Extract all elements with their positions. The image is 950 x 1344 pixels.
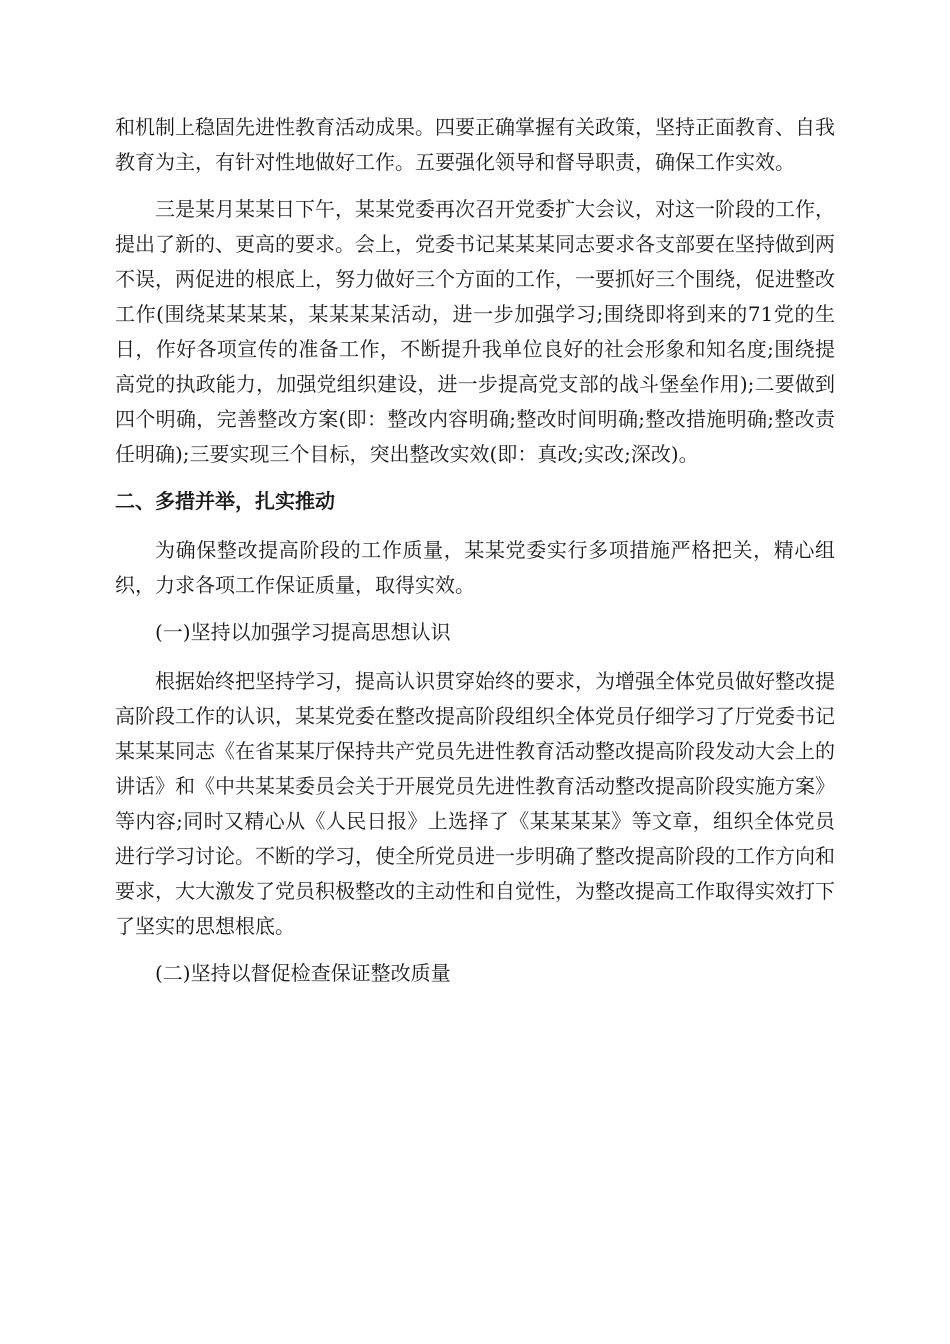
paragraph-section-intro: 为确保整改提高阶段的工作质量，某某党委实行多项措施严格把关，精心组织，力求各项工作保证质量，取得实效。	[115, 538, 835, 597]
paragraph-third-meeting: 三是某月某某日下午，某某党委再次召开党委扩大会议，对这一阶段的工作，提出了新的、更高的要求。会上，党委书记某某某同志要求各支部要在坚持做到两不误，两促进的根底上，努力做好三个方面的工作，一要抓好三个围绕，促进整改工作(围绕某某某某，某某某某活动，进一步加强学习;围绕即将到来的71党的生日，作好各项宣传的准备工作，不断提升我单位良好的社会形象和知名度;围绕提高党的执政能力，加强党组织建设，进一步提高党支部的战斗堡垒作用);二要做到四个明确，完善整改方案(即：整改内容明确;整改时间明确;整改措施明确;整改责任明确);三要实现三个目标，突出整改实效(即：真改;实改;深改)。	[115, 197, 835, 466]
subheading-inspection: (二)坚持以督促检查保证整改质量	[155, 961, 451, 985]
subheading-study: (一)坚持以加强学习提高思想认识	[155, 620, 451, 644]
document-page	[115, 110, 835, 1005]
paragraph-policy-continuation: 和机制上稳固先进性教育活动成果。四要正确掌握有关政策，坚持正面教育、自我教育为主，有针对性地做好工作。五要强化领导和督导职责，确保工作实效。	[115, 115, 835, 174]
section-heading-measures: 二、多措并举，扎实推动	[115, 489, 335, 513]
paragraph-study-details: 根据始终把坚持学习，提高认识贯穿始终的要求，为增强全体党员做好整改提高阶段工作的认识，某某党委在整改提高阶段组织全体党员仔细学习了厅党委书记某某某同志《在省某某厅保持共产党员先进性教育活动整改提高阶段发动大会上的讲话》和《中共某某委员会关于开展党员先进性教育活动整改提高阶段实施方案》等内容;同时又精心从《人民日报》上选择了《某某某某》等文章，组织全体党员进行学习讨论。不断的学习，使全所党员进一步明确了整改提高阶段的工作方向和要求，大大激发了党员积极整改的主动性和自觉性，为整改提高工作取得实效打下了坚实的思想根底。	[115, 669, 835, 938]
